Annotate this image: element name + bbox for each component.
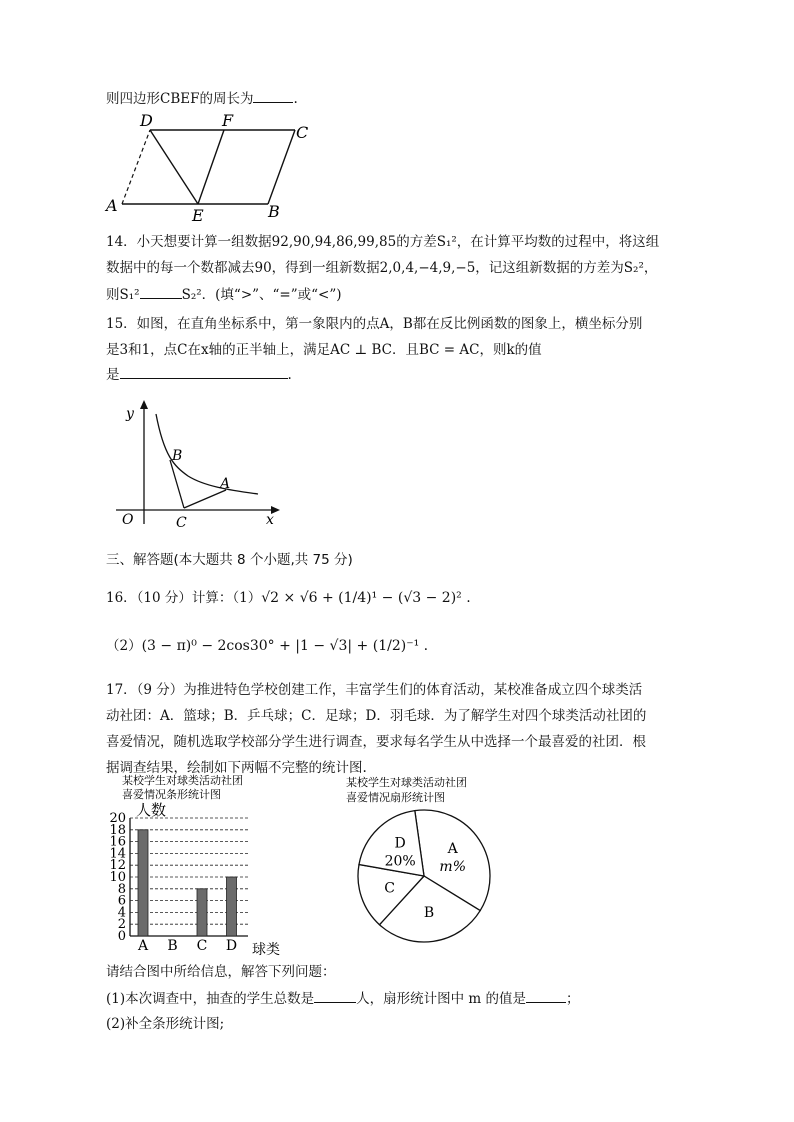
bar-ytick-label: 20 xyxy=(109,811,126,826)
bar-ytick-label: 6 xyxy=(117,893,126,909)
q14-line2: 数据中的每一个数都减去90，得到一组新数据2,0,4,−4,9,−5，记这组新数据的方差为S₂²， xyxy=(106,260,658,276)
q17-blank-m[interactable] xyxy=(526,988,566,1003)
label-c: C xyxy=(296,123,309,142)
segment-ca xyxy=(184,490,226,508)
bar-C xyxy=(197,889,207,936)
bar-ytick-label: 18 xyxy=(109,822,126,838)
bar-category-label: A xyxy=(137,938,149,954)
label-a: A xyxy=(106,196,118,215)
q17-line4: 据调查结果，绘制如下两幅不完整的统计图. xyxy=(106,760,367,776)
segment-de xyxy=(150,130,198,204)
bar-ytick-label: 0 xyxy=(117,929,126,944)
q16-expr2: (3 − π)⁰ − 2cos30° + |1 − √3| + (1/2)⁻¹ . xyxy=(141,638,429,654)
q17-sub2: (2)补全条形统计图; xyxy=(106,1016,225,1032)
bar-category-label: B xyxy=(167,938,178,954)
bar-chart xyxy=(100,770,320,958)
bar-ytick-label: 2 xyxy=(117,917,126,933)
label-e: E xyxy=(192,206,204,225)
q17-line3: 喜爱情况，随机选取学校部分学生进行调查，要求每名学生从中选择一个最喜爱的社团．根 xyxy=(106,734,646,750)
label-a: A xyxy=(220,476,231,492)
bar-category-label: C xyxy=(196,938,208,954)
bar-ytick-label: 14 xyxy=(109,846,126,862)
q14-line3: 则S₁² S₂²．(填“>”、“=”或“<”) xyxy=(106,284,342,305)
section-heading: 三、解答题(本大题共 8 个小题,共 75 分) xyxy=(106,552,353,568)
bar-title-line1: 某校学生对球类活动社团 xyxy=(122,774,243,787)
label-d: D xyxy=(140,111,153,130)
y-axis-arrow xyxy=(140,400,148,409)
q13-blank[interactable] xyxy=(253,88,293,103)
label-c: C xyxy=(176,515,187,531)
bar-ytick-label: 16 xyxy=(109,834,126,850)
q15-blank[interactable] xyxy=(120,364,288,379)
q13-tail: 则四边形CBEF的周长为 . xyxy=(106,88,298,109)
q14-blank[interactable] xyxy=(140,284,182,299)
bar-A xyxy=(138,830,148,936)
bar-D xyxy=(227,877,237,936)
pie-title-line1: 某校学生对球类活动社团 xyxy=(346,776,467,789)
pie-label-D: D xyxy=(394,835,406,852)
bar-ytick-label: 4 xyxy=(117,905,126,921)
q15-line2: 是3和1，点C在x轴的正半轴上，满足AC ⊥ BC．且BC = AC，则k的值 xyxy=(106,342,542,358)
bar-ylabel: 人数 xyxy=(136,801,167,819)
label-f: F xyxy=(222,111,234,130)
pie-label-B: B xyxy=(423,904,435,921)
coordinate-figure xyxy=(108,396,288,534)
edge-ad-dashed xyxy=(122,130,150,204)
edge-cb xyxy=(268,130,295,204)
label-x: x xyxy=(266,512,274,528)
pie-percent-D: 20% xyxy=(384,853,416,870)
label-b: B xyxy=(268,202,280,221)
label-b: B xyxy=(172,448,183,464)
q17-line2: 动社团：A．篮球；B．乒乓球；C．足球；D．羽毛球．为了解学生对四个球类活动社团的 xyxy=(106,708,647,724)
segment-fe xyxy=(198,130,224,204)
bar-ytick-label: 8 xyxy=(117,881,126,897)
label-o: O xyxy=(122,512,134,528)
q14-line1: 14．小天想要计算一组数据92,90,94,86,99,85的方差S₁²，在计算平均数的过程中，将这组 xyxy=(106,234,660,250)
q15-line3: 是 . xyxy=(106,364,292,385)
q17-sub1: (1)本次调查中，抽查的学生总数是 人，扇形统计图中 m 的值是 ； xyxy=(106,988,580,1009)
pie-chart xyxy=(340,772,510,944)
parallelogram-figure xyxy=(100,108,330,226)
pie-label-A: A xyxy=(447,841,458,858)
q15-line1: 15．如图，在直角坐标系中，第一象限内的点A，B都在反比例函数的图象上，横坐标分别 xyxy=(106,316,643,332)
bar-title-line2: 喜爱情况条形统计图 xyxy=(122,788,221,801)
q16-expr1: √2 × √6 + (1/4)¹ − (√3 − 2)² . xyxy=(261,590,471,606)
bar-ytick-label: 10 xyxy=(109,870,126,885)
label-y: y xyxy=(126,406,134,422)
bar-xlabel: 球类 xyxy=(252,942,280,958)
q16-part2: （2）(3 − π)⁰ − 2cos30° + |1 − √3| + (1/2)⁻¹ . xyxy=(106,638,429,654)
pie-title-line2: 喜爱情况扇形统计图 xyxy=(346,791,445,804)
bar-category-label: D xyxy=(225,938,238,954)
q17-blank-total[interactable] xyxy=(314,988,356,1003)
q17-line1: 17．（9 分）为推进特色学校创建工作，丰富学生们的体育活动，某校准备成立四个球类活 xyxy=(106,682,643,698)
q16-part1: 16．（10 分）计算：（1）√2 × √6 + (1/4)¹ − (√3 − 2)² . xyxy=(106,590,471,606)
pie-label-C: C xyxy=(384,880,395,897)
bar-ytick-label: 12 xyxy=(109,858,126,874)
pie-percent-A: m% xyxy=(439,859,467,876)
q17-prompt: 请结合图中所给信息，解答下列问题： xyxy=(106,964,336,980)
